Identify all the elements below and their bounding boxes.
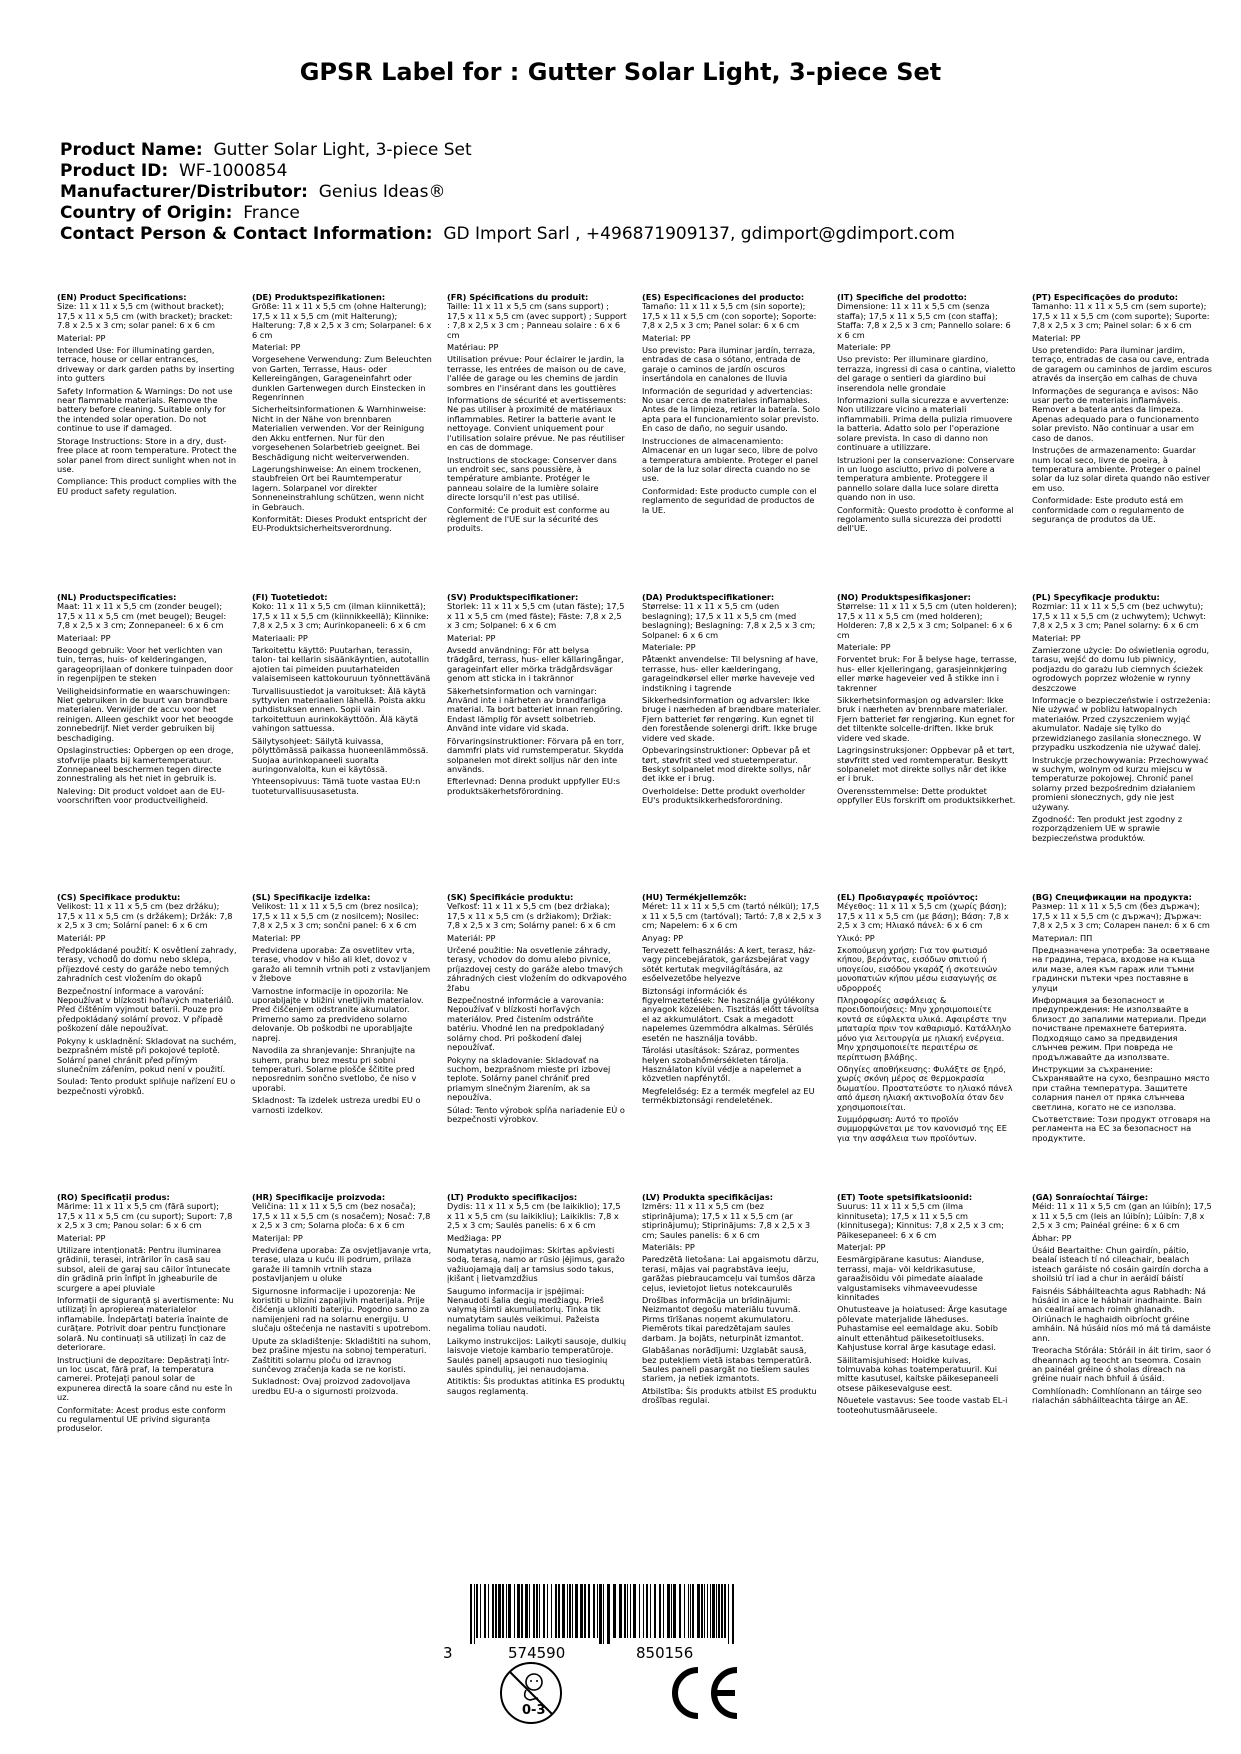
language-paragraph: Comhlíonadh: Comhlíonann an táirge seo rialachán sábháilteachta táirge an AE. <box>1032 1385 1202 1406</box>
language-heading: (FI) Tuotetiedot: <box>252 593 328 602</box>
language-paragraph: Maat: 11 x 11 x 5,5 cm (zonder beugel); 17,5 x 11 x 5,5 cm (met beugel); Beugel: 7,8 x 2,5 x 3 cm; Zonnepaneel: 6 x 6 cm <box>57 601 227 631</box>
barcode-bar <box>619 1584 622 1638</box>
language-paragraph: Materiaal: PP <box>57 632 111 643</box>
barcode-bar <box>630 1584 631 1638</box>
language-paragraph: Säkerhetsinformation och varningar: Använd inte i närheten av brandfarliga material. Ta bort batteriet innan rengöring. Endast lämplig för avsett solbetrieb. Använd inte vidare vid skada. <box>447 685 623 734</box>
barcode-bar <box>498 1584 501 1638</box>
language-paragraph: Materiale: PP <box>837 342 891 353</box>
language-paragraph: Lagerungshinweise: An einem trockenen, staubfreien Ort bei Raumtemperatur lagern. Solarpanel vor direkter Sonneneinstrahlung schützen, wenn nicht in Gebrauch. <box>252 463 424 512</box>
barcode-bar <box>690 1584 691 1638</box>
language-paragraph: Safety Information & Warnings: Do not use near flammable materials. Remove the battery before cleaning. Suitable only for the intended solar operation. Do not continue to use if damaged. <box>57 385 233 434</box>
language-paragraph: Størrelse: 11 x 11 x 5,5 cm (uden beslagning); 17,5 x 11 x 5,5 cm (med beslagning); Beslagning: 7,8 x 2,5 x 3 cm; Solpanel: 6 x 6 cm <box>642 601 816 640</box>
language-paragraph: Méret: 11 x 11 x 5,5 cm (tartó nélkül); 17,5 x 11 x 5,5 cm (tartóval); Tartó: 7,8 x 2,5 x 3 cm; Napelem: 6 x 6 cm <box>642 901 822 931</box>
barcode-bar <box>603 1584 604 1644</box>
language-heading: (SK) Špecifikácie produktu: <box>447 893 574 902</box>
barcode-bar <box>707 1584 708 1638</box>
language-heading: (SL) Specifikacije izdelka: <box>252 893 371 902</box>
barcode-bar <box>633 1584 636 1638</box>
language-paragraph: Σκοπούμενη χρήση: Για τον φωτισμό κήπου, βεράντας, εισόδων σπιτιού ή υπογείου, εισόδου γκαράζ ή σκοτεινών μονοπατιών κήπου μέσω εισαγωγής σε υδρορροές <box>837 945 998 993</box>
barcode-bar <box>588 1584 590 1638</box>
language-heading: (RO) Specificații produs: <box>57 1193 170 1202</box>
barcode-bar <box>539 1584 540 1638</box>
language-block <box>642 1193 822 1409</box>
info-country: Country of Origin: France <box>60 203 300 223</box>
language-paragraph: Material: PP <box>447 632 496 643</box>
language-paragraph: Varnostne informacije in opozorila: Ne uporabljajte v bližini vnetljivih materialov. Pred čiščenjem odstranite akumulator. Primerno samo za predvideno solarno delovanje. Ob poškodbi ne uporabljajte naprej. <box>252 985 424 1043</box>
barcode-bar <box>517 1584 520 1638</box>
language-block <box>642 593 822 809</box>
barcode <box>468 1584 738 1644</box>
language-paragraph: Material: PP <box>57 332 106 343</box>
barcode-bar <box>704 1584 705 1638</box>
language-paragraph: Sikkerhedsinformation og advarsler: Ikke bruge i nærheden af brændbare materialer. Fjern batteriet før rengøring. Kun egnet til den forestående solenergi drift. Ikke bruge videre ved skade. <box>642 695 822 743</box>
barcode-bar <box>654 1584 656 1638</box>
barcode-bar <box>718 1584 720 1638</box>
language-paragraph: Úsáid Beartaithe: Chun gairdín, páitio, bealaí isteach tí nó cileachair, bealach isteach garáiste nó cosáin gairdín dorcha a shoilsiú trí iad a chur in aeráidí báistí <box>1032 1245 1209 1284</box>
language-paragraph: Sukladnost: Ovaj proizvod zadovoljava uredbu EU-a o sigurnosti proizvoda. <box>252 1376 411 1396</box>
language-paragraph: Matériau: PP <box>447 342 499 353</box>
language-paragraph: Storlek: 11 x 11 x 5,5 cm (utan fäste); 17,5 x 11 x 5,5 cm (med fäste); Fäste: 7,8 x 2,5 x 3 cm; Solpanel: 6 x 6 cm <box>447 601 625 631</box>
language-paragraph: Naleving: Dit product voldoet aan de EU-voorschriften voor productveiligheid. <box>57 785 225 806</box>
barcode-bar <box>671 1584 672 1638</box>
barcode-bar <box>697 1584 700 1638</box>
language-paragraph: Medžiaga: PP <box>447 1232 502 1243</box>
language-paragraph: Glabāšanas norādījumi: Uzglabāt sausā, bez putekļiem vietā istabas temperatūrā. Saules paneli pasargāt no tiešiem saules stariem, ja netiek izmantots. <box>642 1345 812 1384</box>
language-paragraph: Eesmärgipärane kasutus: Aianduse, terrassi, maja- või keldrikasutuse, garaažisõidu või pimedate aiaalade valgustamiseks vihmaveevudesse kinnitades <box>837 1254 985 1303</box>
language-paragraph: Koko: 11 x 11 x 5,5 cm (ilman kiinnikettä); 17,5 x 11 x 5,5 cm (kiinnikkeellä); Kiinnike: 7,8 x 2,5 x 3 cm; Aurinkopaneeli: 6 x 6 cm <box>252 601 429 631</box>
barcode-bar <box>679 1584 681 1638</box>
barcode-bar <box>567 1584 568 1638</box>
barcode-bar <box>721 1584 723 1638</box>
barcode-bar <box>562 1584 565 1638</box>
barcode-bar <box>710 1584 711 1638</box>
language-paragraph: Инструкции за съхранение: Съхранявайте на сухо, безпрашно място при стайна температура. Защитете соларния панел от пряка слънчева светлина, когато не се използва. <box>1032 1063 1210 1112</box>
language-paragraph: Anyag: PP <box>642 932 684 943</box>
language-paragraph: Overensstemmelse: Dette produktet oppfyller EUs forskrift om produktsikkerhet. <box>837 785 1016 806</box>
language-paragraph: Materjal: PP <box>837 1242 886 1253</box>
language-paragraph: Materiale: PP <box>837 642 891 653</box>
barcode-bar <box>613 1584 616 1638</box>
language-paragraph: Opslaginstructies: Opbergen op een droge, stofvrije plaats bij kamertemperatuur. Zonnepaneel beschermen tegen directe zonnestraling als het niet in gebruik is. <box>57 745 234 784</box>
language-paragraph: Paredzētā lietošana: Lai apgaismotu dārzu, terasi, mājas vai pagrabstāva ieeju, garāžas piebraucamceļu vai tumšos dārza ceļus, ievietojot lietus notekcaurulēs <box>642 1254 819 1293</box>
language-block <box>837 893 1017 1146</box>
barcode-bar <box>555 1584 557 1638</box>
language-paragraph: Predviđena uporaba: Za osvjetljavanje vrta, terase, ulaza u kuću ili podrum, prilaza garaže ili tamnih vrtnih staza postavljanjem u oluke <box>252 1245 432 1284</box>
language-paragraph: Instructions de stockage: Conserver dans un endroit sec, sans poussière, à température ambiante. Protéger le panneau solaire de la lumière solaire directe lorsqu'il n'est pas utilisé. <box>447 454 617 503</box>
language-paragraph: Utilizare intenționată: Pentru iluminarea grădinii, terasei, intrărilor în casă sau subsol, aleii de garaj sau căilor întunecate din grădină prin înfipt în jgheaburile de scurgere a apei pluviale <box>57 1245 231 1293</box>
barcode-bar <box>572 1584 573 1638</box>
barcode-bar <box>569 1584 571 1638</box>
barcode-bar <box>521 1584 523 1638</box>
language-paragraph: Информация за безопасност и предупреждения: Не използвайте в близост до запалими материали. Преди почистване премахнете батерията. Подходящо само за предвидения слънчев режим. При повреда не продължавайте да използвате. <box>1032 995 1207 1062</box>
language-paragraph: Yhteensopivuus: Tämä tuote vastaa EU:n tuoteturvallisuusasetusta. <box>252 776 421 796</box>
language-paragraph: Material: PP <box>252 342 301 353</box>
language-paragraph: Určené použitie: Na osvetlenie záhrady, terasy, vchodov do domu alebo pivnice, príjazdovej cesty do garáže alebo tmavých záhradných ciest vložením do odkvapového žľabu <box>447 945 627 993</box>
barcode-bar <box>659 1584 661 1638</box>
barcode-bar <box>643 1584 644 1638</box>
language-paragraph: Conformitate: Acest produs este conform cu regulamentul UE privind siguranța produselor. <box>57 1404 226 1434</box>
language-paragraph: Instruções de armazenamento: Guardar num local seco, livre de poeira, à temperatura ambiente. Proteger o painel solar da luz solar direta quando não estiver em uso. <box>1032 445 1211 493</box>
language-block <box>1032 593 1212 846</box>
language-paragraph: Ohutusteave ja hoiatused: Ärge kasutage põlevate materjalide läheduses. Puhastamise eel eemaldage aku. Sobib ainult ettenähtud päikesetoitluseks. Kahjustuse korral ärge kasutage edasi. <box>837 1304 1008 1353</box>
barcode-bar <box>470 1584 472 1644</box>
language-block <box>447 293 627 537</box>
language-heading: (FR) Spécifications du produit: <box>447 293 589 302</box>
barcode-bar <box>639 1584 640 1638</box>
language-paragraph: Efterlevnad: Denna produkt uppfyller EU:s produktsäkerhetsförordning. <box>447 776 621 796</box>
language-paragraph: Materiaali: PP <box>252 632 308 643</box>
barcode-bar <box>692 1584 694 1638</box>
language-paragraph: Sicherheitsinformationen & Warnhinweise: Nicht in der Nähe von brennbaren Materialien verwenden. Vor der Reinigung den Akku entfernen. Nur für den vorgesehenen Solarbetrieb geeignet. Bei Beschädigung nicht weiterverwenden. <box>252 404 427 462</box>
language-block <box>252 1193 432 1399</box>
language-paragraph: Conformité: Ce produit est conforme au règlement de l'UE sur la sécurité des produits. <box>447 504 610 534</box>
barcode-bar <box>599 1584 602 1644</box>
language-paragraph: Instrukcje przechowywania: Przechowywać w suchym, wolnym od kurzu miejscu w temperaturze pokojowej. Chronić panel solarny przed bezpośrednim działaniem promieni słonecznych, gdy nie jest używany. <box>1032 754 1209 812</box>
language-paragraph: Sikkerhetsinformasjon og advarsler: Ikke bruk i nærheten av brennbare materialer. Fjern batteriet før rengjøring. Kun egnet for det tiltenkte solcelle-driften. Ikke bruk videre ved skade. <box>837 695 1015 743</box>
language-row <box>57 293 1229 593</box>
language-paragraph: Förvaringsinstruktioner: Förvara på en torr, dammfri plats vid rumstemperatur. Skydda solpanelen mot direkt solljus när den inte används. <box>447 735 625 774</box>
barcode-bar <box>593 1584 595 1638</box>
language-paragraph: Suurus: 11 x 11 x 5,5 cm (ilma kinnituseta); 17,5 x 11 x 5,5 cm (kinnitusega); Kinnitus: 7,8 x 2,5 x 3 cm; Päikesepaneel: 6 x 6 cm <box>837 1201 1004 1240</box>
language-heading: (EL) Προδιαγραφές προϊόντος: <box>837 893 978 902</box>
language-block <box>447 893 627 1127</box>
info-contact: Contact Person & Contact Information: GD Import Sarl , +496871909137, gdimport@gdimport.com <box>60 224 955 244</box>
language-paragraph: Faisnéis Sábháilteachta agus Rabhadh: Ná húsáid in aice le hábhair inadhainte. Bain an ceallraí amach roimh ghlanadh. Oiriúnach le haghaidh oibríocht gréine amháin. Ná húsáid níos mó má tá damáiste ann. <box>1032 1285 1211 1343</box>
language-paragraph: Informații de siguranță și avertismente: Nu utilizați în apropierea materialelor inflamabile. Îndepărtați bateria înainte de curățare. Potrivit doar pentru funcționare solară. Nu continuați să utilizați în caz de deteriorare. <box>57 1295 234 1353</box>
language-paragraph: Megfelelőség: Ez a termék megfelel az EU termékbiztonsági rendeletének. <box>642 1085 815 1106</box>
language-paragraph: Uso previsto: Para iluminar jardín, terraza, entradas de casa o sótano, entrada de garaje o caminos de jardín oscuros insertándola en canalones de lluvia <box>642 345 816 384</box>
language-block <box>252 293 432 537</box>
language-block <box>837 293 1017 537</box>
language-paragraph: Konformität: Dieses Produkt entspricht der EU-Produktsicherheitsverordnung. <box>252 513 427 534</box>
barcode-bar <box>724 1584 726 1638</box>
barcode-bar <box>663 1584 664 1638</box>
language-heading: (PL) Specyfikacje produktu: <box>1032 593 1160 602</box>
barcode-bar <box>514 1584 515 1638</box>
language-paragraph: Velikost: 11 x 11 x 5,5 cm (brez nosilca); 17,5 x 11 x 5,5 cm (z nosilcem); Nosilec: 7,8 x 2,5 x 3 cm; sončni panel: 6 x 6 cm <box>252 901 419 931</box>
language-heading: (DA) Produktspecifikationer: <box>642 593 775 602</box>
language-block <box>57 593 237 809</box>
language-paragraph: Overholdelse: Dette produkt overholder EU's produktsikkerhedsforordning. <box>642 785 806 806</box>
language-block <box>642 893 822 1109</box>
barcode-bar <box>575 1584 578 1638</box>
language-block <box>837 1193 1017 1418</box>
page-title: GPSR Label for : Gutter Solar Light, 3-piece Set <box>299 58 942 86</box>
language-paragraph: Pokyny k uskladnění: Skladovat na suchém, bezprašném místě při pokojové teplotě. Solární panel chránit před přímým slunečním zářením, pokud není v použití. <box>57 1035 237 1074</box>
language-block <box>642 293 822 518</box>
language-paragraph: Soulad: Tento produkt splňuje nařízení EU o bezpečnosti výrobků. <box>57 1076 236 1096</box>
language-heading: (HU) Termékjellemzők: <box>642 893 747 902</box>
language-paragraph: Materiāls: PP <box>642 1242 695 1253</box>
language-paragraph: Συμμόρφωση: Αυτό το προϊόν συμμορφώνεται με τον κανονισμό της ΕΕ για την ασφάλεια των προϊόντων. <box>837 1113 1007 1143</box>
product-info <box>60 140 955 245</box>
language-paragraph: Säilytysohjeet: Säilytä kuivassa, pölyttömässä paikassa huoneenlämmössä. Suojaa aurinkopaneeli suoralta auringonvalolta, kun ei käytössä. <box>252 735 429 774</box>
language-paragraph: Uso pretendido: Para iluminar jardim, terraço, entradas de casa ou cave, entrada de garagem ou caminhos de jardim escuros através da inserção em calhas de chuva <box>1032 345 1212 384</box>
language-paragraph: Materiál: PP <box>447 932 496 943</box>
barcode-bar <box>646 1584 648 1638</box>
barcode-bar <box>684 1584 685 1638</box>
language-paragraph: Información de seguridad y advertencias: No usar cerca de materiales inflamables. Antes de la limpieza, retirar la batería. Solo apta para el funcionamiento solar previsto. En caso de daño, no seguir usando. <box>642 385 820 434</box>
language-paragraph: Материал: ПП <box>1032 932 1093 943</box>
barcode-bar <box>597 1584 598 1638</box>
language-paragraph: Opbevaringsinstruktioner: Opbevar på et tørt, støvfrit sted ved stuetemperatur. Beskyt solpanelet mod direkte sollys, når det ikke er i brug. <box>642 745 811 784</box>
barcode-bar <box>480 1584 481 1638</box>
language-paragraph: Veľkosť: 11 x 11 x 5,5 cm (bez držiaka); 17,5 x 11 x 5,5 cm (s držiakom); Držiak: 7,8 x 2,5 x 3 cm; Solárny panel: 6 x 6 cm <box>447 901 616 931</box>
language-paragraph: Påtænkt anvendelse: Til belysning af have, terrasse, hus- eller kælderingang, garageindkørsel eller mørke haveveje ved indstikning i tagrende <box>642 654 819 693</box>
language-paragraph: Predvidena uporaba: Za osvetlitev vrta, terase, vhodov v hišo ali klet, dovoz v garažo ali temnih vrtnih poti z vstavljanjem v žlebove <box>252 945 431 984</box>
barcode-bar <box>627 1584 628 1638</box>
language-paragraph: Istruzioni per la conservazione: Conservare in un luogo asciutto, privo di polvere a temperatura ambiente. Proteggere il pannello solare dalla luce solare diretta quando non in uso. <box>837 454 1015 503</box>
language-heading: (NL) Productspecificaties: <box>57 593 177 602</box>
language-block <box>447 593 627 799</box>
language-paragraph: Tarkoitettu käyttö: Puutarhan, terassin, talon- tai kellarin sisäänkäyntien, autotallin ajotien tai pimeiden puutarhateiden valaisemiseen kattokouruun työnnettävänä <box>252 645 431 684</box>
barcode-bar <box>506 1584 507 1638</box>
language-block <box>57 1193 237 1437</box>
age-label: 0-3 <box>522 1703 546 1718</box>
language-block <box>1032 293 1212 527</box>
language-paragraph: Säilitamisjuhised: Hoidke kuivas, tolmuvaba kohas toatemperatuuril. Kui mitte kasutusel, kaitske päikesepaneeli otsese päikesevalguse eest. <box>837 1354 999 1393</box>
barcode-bar <box>712 1584 715 1638</box>
language-heading: (EN) Product Specifications: <box>57 293 187 302</box>
barcode-bar <box>547 1584 548 1638</box>
language-paragraph: Vorgesehene Verwendung: Zum Beleuchten von Garten, Terrasse, Haus- oder Kellereingängen, Garageneinfahrt oder dunklen Gartenwegen durch Einstecken in Regenrinnen <box>252 354 432 403</box>
language-paragraph: Μέγεθος: 11 x 11 x 5,5 cm (χωρίς βάση); 17,5 x 11 x 5,5 cm (με βάση); Βάση: 7,8 x 2,5 x 3 cm; Ηλιακό πάνελ: 6 x 6 cm <box>837 901 1009 931</box>
language-heading: (SV) Produktspecifikationer: <box>447 593 579 602</box>
barcode-bar <box>732 1584 734 1644</box>
language-paragraph: Dimensione: 11 x 11 x 5,5 cm (senza staffa); 17,5 x 11 x 5,5 cm (con staffa); Staffa: 7,8 x 2,5 x 3 cm; Pannello solare: 6 x 6 cm <box>837 301 1011 340</box>
barcode-bar <box>495 1584 497 1638</box>
age-0-3-warning-icon <box>498 1660 564 1726</box>
language-paragraph: Materiál: PP <box>57 932 106 943</box>
barcode-bar <box>728 1584 729 1644</box>
language-paragraph: Storage Instructions: Store in a dry, dust-free place at room temperature. Protect the solar panel from direct sunlight when not in use. <box>57 435 237 474</box>
barcode-bar <box>607 1584 610 1644</box>
language-paragraph: Uso previsto: Per illuminare giardino, terrazza, ingressi di casa o cantina, vialetto del garage o sentieri da giardino bui inserendola nelle grondaie <box>837 354 1016 393</box>
language-paragraph: Veličina: 11 x 11 x 5,5 cm (bez nosača); 17,5 x 11 x 5,5 cm (s nosačem); Nosač: 7,8 x 2,5 x 3 cm; Solarna ploča: 6 x 6 cm <box>252 1201 431 1231</box>
language-paragraph: Instrucciones de almacenamiento: Almacenar en un lugar seco, libre de polvo a temperatura ambiente. Proteger el panel solar de la luz solar directa cuando no se use. <box>642 435 819 484</box>
barcode-bar <box>701 1584 703 1638</box>
language-paragraph: Conformidade: Este produto está em conformidade com o regulamento de segurança de produtos da UE. <box>1032 495 1184 524</box>
language-block <box>837 593 1017 809</box>
language-block <box>1032 1193 1212 1409</box>
language-paragraph: Zgodność: Ten produkt jest zgodny z rozporządzeniem UE w sprawie bezpieczeństwa produktów. <box>1032 813 1183 843</box>
language-heading: (CS) Specifikace produktu: <box>57 893 181 902</box>
language-paragraph: Forventet bruk: For å belyse hage, terrasse, hus- eller kjelleringang, garasjeinnkjøring eller mørke hageveier ved å stikke inn i takrenner <box>837 654 1017 693</box>
language-row <box>57 893 1229 1193</box>
language-paragraph: Instrucțiuni de depozitare: Depăstrați într-un loc uscat, fără praf, la temperatura camerei. Protejați panoul solar de expunerea directă la soare când nu este în uz. <box>57 1354 233 1403</box>
barcode-bar <box>533 1584 535 1638</box>
barcode-bar <box>650 1584 651 1638</box>
barcode-bar <box>484 1584 486 1638</box>
language-paragraph: Предназначена употреба: За осветяване на градина, тераса, входове на къща или мазе, алея към гараж или тъмни градински пътеки чрез поставяне в улуци <box>1032 945 1210 993</box>
language-paragraph: Laikymo instrukcijos: Laikyti sausoje, dulkių laisvoje vietoje kambario temperatūroje. Saulės panelį apsaugoti nuo tiesioginių saulės spindulių, jei nenaudojama. <box>447 1335 627 1374</box>
language-paragraph: Størrelse: 11 x 11 x 5,5 cm (uten holderen); 17,5 x 11 x 5,5 cm (med holderen); Holderen: 7,8 x 2,5 x 3 cm; Solpanel: 6 x 6 cm <box>837 601 1017 640</box>
language-row <box>57 593 1229 893</box>
language-paragraph: Bezpečnostní informace a varování: Nepoužívat v blízkosti hořlavých materiálů. Před čištěním vyjmout baterii. Pouze pro předpokládaný solární provoz. V případě poškození dále nepoužívat. <box>57 985 234 1034</box>
language-paragraph: Πληροφορίες ασφάλειας & προειδοποιήσεις: Μην χρησιμοποιείτε κοντά σε εύφλεκτα υλικά. Αφαιρέστε την μπαταρία πριν τον καθαρισμό. Κατάλληλο μόνο για λειτουργία με ηλιακή ενέργεια. Μην χρησιμοποιείτε περαιτέρω σε περίπτωση βλάβης. <box>837 995 1012 1062</box>
language-paragraph: Οδηγίες αποθήκευσης: Φυλάξτε σε ξηρό, χωρίς σκόνη μέρος σε θερμοκρασία δωματίου. Προστατεύστε το ηλιακό πάνελ από άμεση ηλιακή ακτινοβολία όταν δεν χρησιμοποιείται. <box>837 1063 1013 1112</box>
language-paragraph: Размер: 11 x 11 x 5,5 cm (без държач); 17,5 x 11 x 5,5 cm (с държач); Държач: 7,8 x 2,5 x 3 cm; Соларен панел: 6 x 6 cm <box>1032 901 1210 931</box>
barcode-bar <box>673 1584 676 1638</box>
barcode-bar <box>536 1584 538 1638</box>
barcode-bar <box>502 1584 504 1638</box>
language-paragraph: Nõuetele vastavus: See toode vastab EL-i tooteohutusmääruseele. <box>837 1395 1008 1415</box>
info-product-id: Product ID: WF-1000854 <box>60 161 288 181</box>
language-paragraph: Předpokládané použití: K osvětlení zahrady, terasy, vchodů do domu nebo sklepa, příjezdové cesty do garáže nebo temných zahradních cest vložením do okapů <box>57 945 237 984</box>
language-paragraph: Conformità: Questo prodotto è conforme al regolamento sulla sicurezza dei prodotti dell'UE. <box>837 504 1014 534</box>
barcode-bar <box>529 1584 530 1638</box>
barcode-bar <box>624 1584 626 1638</box>
barcode-digits-left: 574590 <box>508 1644 566 1662</box>
barcode-bar <box>492 1584 494 1638</box>
language-paragraph: Treoracha Stórála: Stóráil in áit tirim, saor ó dheannach ag teocht an tseomra. Cosain an painéal gréine ó sholas díreach na gréine nuair nach bhfuil á úsáid. <box>1032 1345 1211 1384</box>
language-paragraph: Informations de sécurité et avertissements: Ne pas utiliser à proximité de matériaux inflammables. Retirer la batterie avant le nettoyage. Convient uniquement pour l'utilisation solaire prévue. Ne pas réutiliser en cas de dommage. <box>447 395 627 453</box>
language-paragraph: Materiale: PP <box>642 642 696 653</box>
barcode-bar <box>474 1584 475 1644</box>
barcode-bar <box>688 1584 689 1638</box>
language-paragraph: Mărime: 11 x 11 x 5,5 cm (fără suport); 17,5 x 11 x 5,5 cm (cu suport); Suport: 7,8 x 2,5 x 3 cm; Panou solar: 6 x 6 cm <box>57 1201 233 1231</box>
language-paragraph: Informações de segurança e avisos: Não usar perto de materiais inflamáveis. Remover a bateria antes da limpeza. Apenas adequado para o funcionamento solar previsto. Não continuar a usar em caso de danos. <box>1032 385 1199 443</box>
barcode-bar <box>551 1584 552 1638</box>
language-paragraph: Ábhar: PP <box>1032 1232 1072 1243</box>
language-paragraph: Material: PP <box>57 1232 106 1243</box>
language-heading: (LV) Produkta specifikācijas: <box>642 1193 773 1202</box>
language-paragraph: Materiał: PP <box>1032 632 1081 643</box>
language-paragraph: Tamanho: 11 x 11 x 5,5 cm (sem suporte); 17,5 x 11 x 5,5 cm (com suporte); Suporte: 7,8 x 2,5 x 3 cm; Painel solar: 6 x 6 cm <box>1032 301 1210 331</box>
language-heading: (ET) Toote spetsifikatsioonid: <box>837 1193 973 1202</box>
language-paragraph: Intended Use: For illuminating garden, terrace, house or cellar entrances, driveway or dark garden paths by inserting into gutters <box>57 345 235 384</box>
language-paragraph: Size: 11 x 11 x 5,5 cm (without bracket); 17,5 x 11 x 5,5 cm (with bracket); bracket: 7.8 x 2.5 x 3 cm; solar panel: 6 x 6 cm <box>57 301 233 331</box>
barcode-bar <box>667 1584 670 1638</box>
language-paragraph: Größe: 11 x 11 x 5,5 cm (ohne Halterung); 17,5 x 11 x 5,5 cm (mit Halterung); Halterung: 7,8 x 2,5 x 3 cm; Solarpanel: 6 x 6 cm <box>252 301 432 340</box>
language-row <box>57 1193 1229 1493</box>
language-paragraph: Numatytas naudojimas: Skirtas apšviesti sodą, terasą, namo ar rūsio įėjimus, garažo važiuojamąją dalį ar tamsius sodo takus, įkišant į lietvamzdžius <box>447 1245 625 1284</box>
language-heading: (GA) Sonraíochtaí Táirge: <box>1032 1193 1149 1202</box>
info-manufacturer: Manufacturer/Distributor: Genius Ideas® <box>60 182 446 202</box>
language-paragraph: Съответствие: Този продукт отговаря на регламента на ЕС за безопасност на продуктите. <box>1032 1113 1211 1143</box>
language-paragraph: Material: PP <box>642 332 691 343</box>
language-paragraph: Sigurnosne informacije i upozorenja: Ne koristiti u blizini zapaljivih materijala. Prije čišćenja ukloniti bateriju. Pogodno samo za namijenjeni rad na solarnu energiju. U slučaju oštećenja ne nastaviti s upotrebom. <box>252 1285 431 1334</box>
language-paragraph: Tervezett felhasználás: A kert, terasz, ház- vagy pincebejáratok, garázsbejárat vagy sötét kertutak megvilágítására, az esőelvezetőbe helyezve <box>642 945 816 984</box>
language-paragraph: Tárolási utasítások: Száraz, pormentes helyen szobahőmérsékleten tárolja. Használaton kívül védje a napelemet a közvetlen napfénytől. <box>642 1045 802 1084</box>
language-paragraph: Saugumo informacija ir įspėjimai: Nenaudoti šalia degių medžiagų. Prieš valymą išimti akumuliatorių. Tinka tik numatytam saulės veikimui. Pažeista negalima toliau naudoti. <box>447 1285 604 1334</box>
barcode-bar <box>584 1584 586 1638</box>
language-block <box>57 293 237 499</box>
language-paragraph: Material: PP <box>252 932 301 943</box>
language-paragraph: Veiligheidsinformatie en waarschuwingen: Niet gebruiken in de buurt van brandbare materialen. Verwijder de accu voor het reinigen. Alleen geschikt voor het beoogde zonnebedrijf. Niet verder gebruiken bij beschadiging. <box>57 685 234 743</box>
barcode-bar <box>558 1584 560 1638</box>
barcode-bar <box>543 1584 545 1638</box>
ce-mark-icon <box>665 1662 743 1724</box>
barcode-digits-right: 850156 <box>636 1644 694 1662</box>
language-paragraph: Navodila za shranjevanje: Shranjujte na suhem, prahu brez mestu pri sobni temperaturi. Solarne plošče ščitite pred neposrednim sončno svetlobo, če niso v uporabi. <box>252 1045 417 1093</box>
language-heading: (IT) Specifiche del prodotto: <box>837 293 967 302</box>
language-heading: (PT) Especificações do produto: <box>1032 293 1179 302</box>
language-paragraph: Informacje o bezpieczeństwie i ostrzeżenia: Nie używać w pobliżu łatwopalnych materiałów. Przed czyszczeniem wyjąć akumulator. Nadaje się tylko do przewidzianego zasilania słonecznego. W przypadku uszkodzenia nie używać dalej. <box>1032 695 1211 753</box>
language-paragraph: Rozmiar: 11 x 11 x 5,5 cm (bez uchwytu); 17,5 x 11 x 5,5 cm (z uchwytem); Uchwyt: 7,8 x 2,5 x 3 cm; Panel solarny: 6 x 6 cm <box>1032 601 1206 631</box>
language-paragraph: Avsedd användning: För att belysa trädgård, terrass, hus- eller källaringångar, garageinfart eller mörka trädgårdsvägar genom att sticka in i takrännor <box>447 645 624 684</box>
language-paragraph: Skladnost: Ta izdelek ustreza uredbi EU o varnosti izdelkov. <box>252 1095 421 1115</box>
language-paragraph: Dydis: 11 x 11 x 5,5 cm (be laikiklio); 17,5 x 11 x 5,5 cm (su laikikliu); Laikiklis: 7,8 x 2,5 x 3 cm; Saulės panelis: 6 x 6 cm <box>447 1201 621 1231</box>
language-paragraph: Atitiktis: Šis produktas atitinka ES produktų saugos reglamentą. <box>447 1376 625 1396</box>
language-paragraph: Utilisation prévue: Pour éclairer le jardin, la terrasse, les entrées de maison ou de cave, l'allée de garage ou les chemins de jardin sombres en l'insérant dans les gouttières <box>447 354 627 393</box>
language-paragraph: Bezpečnostné informácie a varovania: Nepoužívať v blízkosti horľavých materiálov. Pred čistením odstráňte batériu. Vhodné len na predpokladaný solárny chod. Pri poškodení ďalej nepoužívať. <box>447 995 605 1053</box>
language-heading: (LT) Produkto specifikacijos: <box>447 1193 578 1202</box>
barcode-bar <box>525 1584 528 1638</box>
barcode-digit-prefix: 3 <box>443 1644 453 1662</box>
barcode-bar <box>508 1584 511 1638</box>
language-paragraph: Lagringsinstruksjoner: Oppbevar på et tørt, støvfritt sted ved romtemperatur. Beskytt solpanelet mot direkte sollys når det ikke er i bruk. <box>837 745 1015 784</box>
language-paragraph: Turvallisuustiedot ja varoitukset: Älä käytä syttyvien materiaalien lähellä. Poista akku puhdistuksen ennen. Sopii vain tarkoitettuun aurinkokäyttöön. Älä käytä vahingon sattuessa. <box>252 685 426 734</box>
language-heading: (DE) Produktspezifikationen: <box>252 293 386 302</box>
language-paragraph: Atbilstība: Šis produkts atbilst ES produktu drošības regulai. <box>642 1385 817 1406</box>
language-block <box>252 893 432 1118</box>
language-paragraph: Taille: 11 x 11 x 5,5 cm (sans support) ; 17,5 x 11 x 5,5 cm (avec support) ; Support : 7,8 x 2,5 x 3 cm ; Panneau solaire : 6 x 6 cm <box>447 301 627 340</box>
barcode-bar <box>716 1584 717 1638</box>
language-paragraph: Izmērs: 11 x 11 x 5,5 cm (bez stiprinājuma); 17,5 x 11 x 5,5 cm (ar stiprinājumu); Stiprinājums: 7,8 x 2,5 x 3 cm; Saules panelis: 6 x 6 cm <box>642 1201 811 1240</box>
language-paragraph: Pokyny na skladovanie: Skladovať na suchom, bezprašnom mieste pri izbovej teplote. Solárny panel chrániť pred priamym slnečným žiarením, ak sa nepoužíva. <box>447 1054 611 1103</box>
barcode-bar <box>476 1584 478 1638</box>
language-paragraph: Súlad: Tento výrobok spĺňa nariadenie EÚ o bezpečnosti výrobkov. <box>447 1104 625 1124</box>
info-product-name: Product Name: Gutter Solar Light, 3-piece Set <box>60 140 472 160</box>
language-paragraph: Υλικό: PP <box>837 932 875 943</box>
language-paragraph: Conformidad: Este producto cumple con el reglamento de seguridad de productos de la UE. <box>642 485 817 515</box>
language-heading: (NO) Produktspesifikasjoner: <box>837 593 971 602</box>
language-block <box>447 1193 627 1399</box>
language-paragraph: Beoogd gebruik: Voor het verlichten van tuin, terras, huis- of kelderingangen, garageoprijlaan of donkere tuinpaden door in regenpijpen te steken <box>57 645 233 684</box>
language-paragraph: Drošības informācija un brīdinājumi: Neizmantot degošu materiālu tuvumā. Pirms tīrīšanas noņemt akumulatoru. Piemērots tikai paredzētajam saules darbam. Ja bojāts, neturpināt izmantot. <box>642 1295 804 1343</box>
language-paragraph: Tamaño: 11 x 11 x 5,5 cm (sin soporte); 17,5 x 11 x 5,5 cm (con soporte); Soporte: 7,8 x 2,5 x 3 cm; Panel solar: 6 x 6 cm <box>642 301 817 331</box>
barcode-bar <box>580 1584 583 1638</box>
language-heading: (ES) Especificaciones del producto: <box>642 293 805 302</box>
language-block <box>1032 893 1212 1146</box>
language-paragraph: Informazioni sulla sicurezza e avvertenze: Non utilizzare vicino a materiali infiammabili. Prima della pulizia rimuovere la batteria. Adatto solo per l'operazione solare prevista. In caso di danno non continuare a utilizzare. <box>837 395 1013 453</box>
language-paragraph: Materijal: PP <box>252 1232 303 1243</box>
language-block <box>57 893 237 1099</box>
barcode-bar <box>488 1584 489 1638</box>
language-paragraph: Compliance: This product complies with the EU product safety regulation. <box>57 476 237 496</box>
language-paragraph: Material: PP <box>1032 332 1081 343</box>
language-paragraph: Zamierzone użycie: Do oświetlenia ogrodu, tarasu, wejść do domu lub piwnicy, podjazdu do garażu lub ciemnych ścieżek ogrodowych poprzez włożenie w rynny deszczowe <box>1032 645 1210 693</box>
language-heading: (HR) Specifikacije proizvoda: <box>252 1193 386 1202</box>
language-paragraph: Upute za skladištenje: Skladištiti na suhom, bez prašine mjestu na sobnoj temperaturi. Zaštititi solarnu ploču od izravnog sunčevog zračenja kada se ne koristi. <box>252 1335 431 1374</box>
language-paragraph: Biztonsági információk és figyelmeztetések: Ne használja gyúlékony anyagok közelében. Tisztítás előtt távolítsa el az akkumulátort. Csak a megadott napelemes üzemmódra alkalmas. Sérülés esetén ne használja tovább. <box>642 985 819 1043</box>
language-paragraph: Méid: 11 x 11 x 5,5 cm (gan an lúibín); 17,5 x 11 x 5,5 cm (leis an lúibín); Lúibín: 7,8 x 2,5 x 3 cm; Painéal gréine: 6 x 6 cm <box>1032 1201 1212 1231</box>
language-heading: (BG) Спецификации на продукта: <box>1032 893 1192 902</box>
language-block <box>252 593 432 799</box>
language-paragraph: Velikost: 11 x 11 x 5,5 cm (bez držáku); 17,5 x 11 x 5,5 cm (s držákem); Držák: 7,8 x 2,5 x 3 cm; Solární panel: 6 x 6 cm <box>57 901 233 931</box>
